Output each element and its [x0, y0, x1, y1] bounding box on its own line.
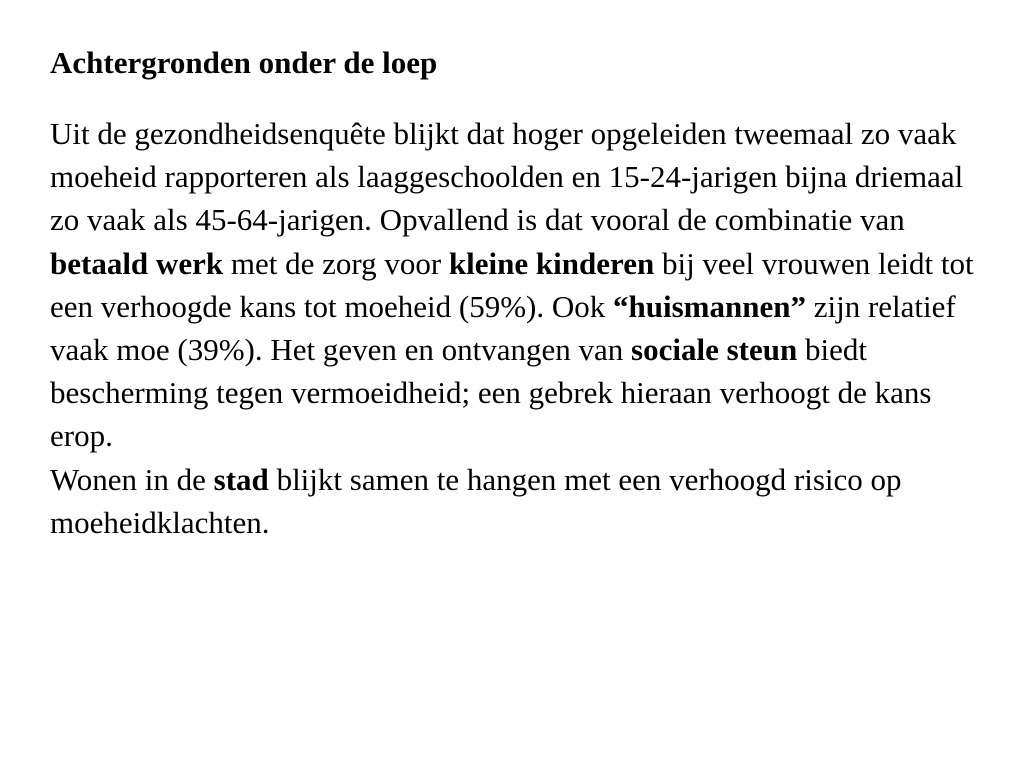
text-run: Uit de gezondheidsenquête blijkt dat hoger opgeleiden tweemaal zo vaak moeheid rapporteren als laaggeschoolden en 15-24-jarigen bijna driemaal zo vaak als 45-64-jarigen. Opvallend is dat vooral de combinatie van [50, 116, 964, 238]
text-run-bold: “huismannen” [613, 288, 806, 324]
text-run: Wonen in de [50, 461, 214, 497]
slide [50, 38, 1000, 544]
text-run: met de zorg voor [223, 245, 449, 281]
text-run-bold: kleine kinderen [448, 245, 655, 281]
text-run-bold: stad [213, 461, 269, 497]
text-run: blijkt samen te hangen met een verhoogd risico op moeheidklachten. [50, 461, 902, 540]
slide-title: Achtergronden onder de loep [50, 45, 438, 80]
text-run: zijn relatief vaak moe (39%). Het geven en ontvangen van [50, 288, 956, 368]
text-run-bold: sociale steun [631, 332, 798, 368]
slide-body [50, 112, 1000, 544]
text-run: bij veel vrouwen leidt tot een verhoogde kans tot moeheid (59%). Ook [50, 245, 974, 324]
body-paragraph-1 [50, 112, 1000, 458]
body-paragraph-2 [50, 458, 1000, 544]
text-run-bold: betaald werk [50, 245, 224, 281]
text-run: biedt bescherming tegen vermoeidheid; een gebrek hieraan verhoogt de kans erop. [50, 332, 932, 454]
